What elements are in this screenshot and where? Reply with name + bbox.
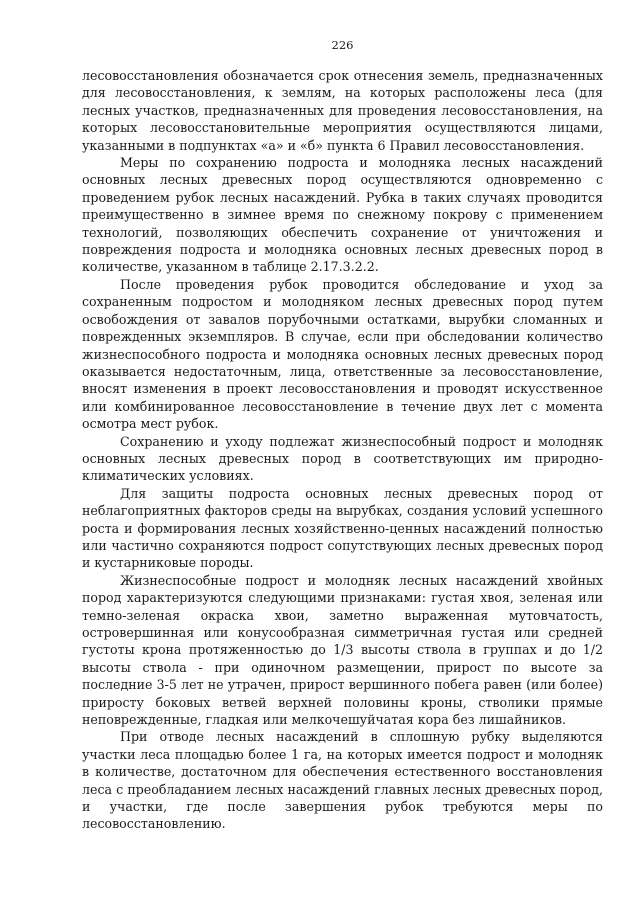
paragraph-3: После проведения рубок проводится обследование и уход за сохраненным подростом и молодняком лесных древесных пород путем освобождения от завалов порубочными остатками, вырубки сломанных и поврежденных экземпляров. В случае, если при обследовании количество жизнеспособного подроста и молодняка основных лесных древесных пород оказывается недостаточным, лица, ответственные за лесовосстановление, вносят изменения в проект лесовосстановления и проводят искусственное или комбинированное лесовосстановление в течение двух лет с момента осмотра мест рубок. <box>82 276 603 432</box>
document-page <box>82 38 603 833</box>
paragraph-7: При отводе лесных насаждений в сплошную рубку выделяются участки леса площадью более 1 га, на которых имеется подрост и молодняк в количестве, достаточном для обеспечения естественного восстановления леса с преобладанием лесных насаждений главных лесных древесных пород, и участки, где после завершения рубок требуются меры по лесовосстановлению. <box>82 729 603 832</box>
paragraph-6: Жизнеспособные подрост и молодняк лесных насаждений хвойных пород характеризуются следующими признаками: густая хвоя, зеленая или темно-зеленая окраска хвои, заметно выраженная мутовчатость, островершинная или конусообразная симметричная густая или средней густоты крона протяженностью до 1/3 высоты ствола в группах и до 1/2 высоты ствола - при одиночном размещении, прирост по высоте за последние 3-5 лет не утрачен, прирост вершинного побега равен (или более) приросту боковых ветвей верхней половины кроны, стволики прямые неповрежденные, гладкая или мелкочешуйчатая кора без лишайников. <box>82 572 603 728</box>
paragraph-4: Сохранению и уходу подлежат жизнеспособный подрост и молодняк основных лесных древесных пород в соответствующих им природно-климатических условиях. <box>82 433 603 484</box>
paragraph-2: Меры по сохранению подроста и молодняка лесных насаждений основных лесных древесных пород осуществляются одновременно с проведением рубок лесных насаждений. Рубка в таких случаях проводится преимущественно в зимнее время по снежному покрову с применением технологий, позволяющих обеспечить сохранение от уничтожения и повреждения подроста и молодняка основных лесных древесных пород в количестве, указанном в таблице 2.17.3.2.2. <box>82 155 603 275</box>
page-number: 226 <box>331 38 354 52</box>
paragraph-5: Для защиты подроста основных лесных древесных пород от неблагоприятных факторов среды на вырубках, создания условий успешного роста и формирования лесных хозяйственно-ценных насаждений полностью или частично сохраняются подрост сопутствующих лесных древесных пород и кустарниковые породы. <box>82 485 603 571</box>
paragraph-1: лесовосстановления обозначается срок отнесения земель, предназначенных для лесовосстановления, к землям, на которых расположены леса (для лесных участков, предназначенных для проведения лесовосстановления, на которых лесовосстановительные мероприятия осуществляются лицами, указанными в подпунктах «а» и «б» пункта 6 Правил лесовосстановления. <box>82 68 603 153</box>
